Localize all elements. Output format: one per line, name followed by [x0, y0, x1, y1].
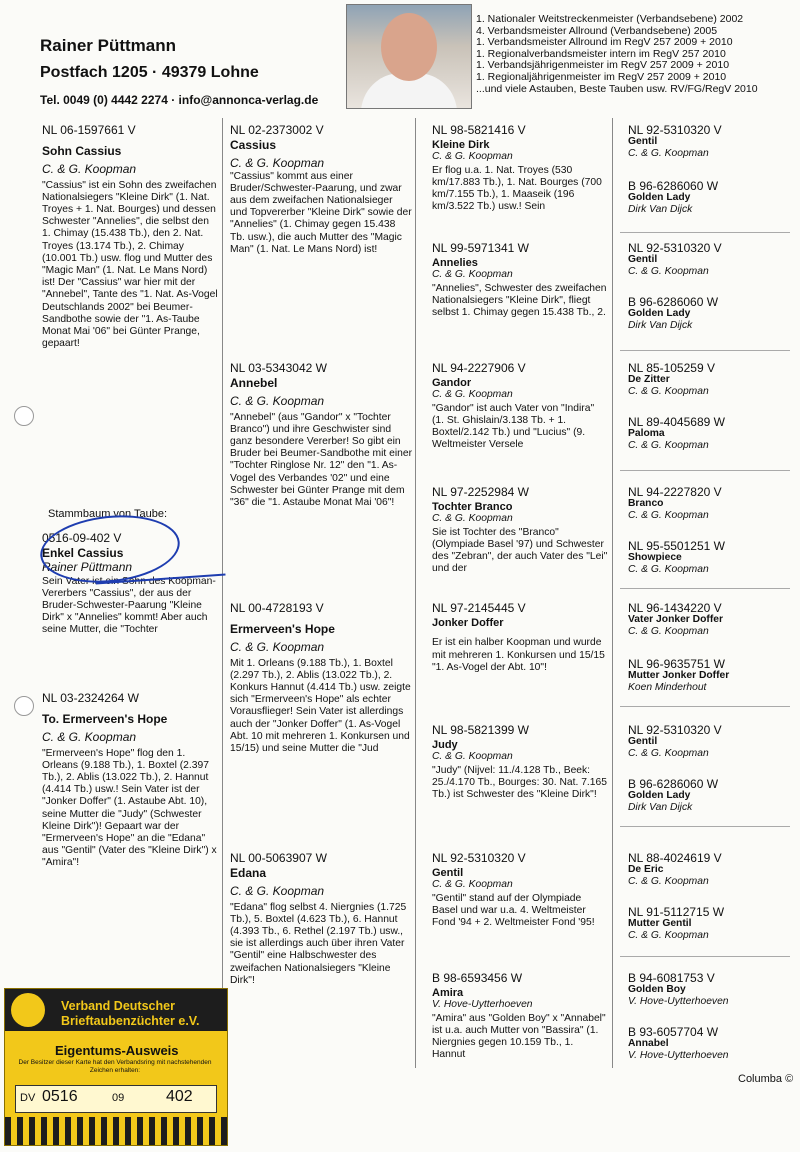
pigeon-name: Golden Lady: [628, 192, 691, 203]
pigeon-name: Amira: [432, 987, 464, 1000]
pedigree-box-ggp-3: [432, 362, 608, 460]
breeder: C. & G. Koopman: [42, 730, 137, 745]
ring-number: B 94-6081753 V: [628, 972, 715, 985]
pigeon-name: Branco: [628, 498, 664, 509]
ring-number: NL 97-2145445 V: [432, 602, 526, 615]
pedigree-label: Stammbaum von Taube:: [48, 508, 168, 520]
row-separator: [620, 350, 790, 351]
breeder: C. & G. Koopman: [230, 394, 325, 409]
pigeon-name: Jonker Doffer: [432, 617, 504, 630]
pigeon-name: Ermerveen's Hope: [230, 622, 335, 637]
description: Er ist ein halber Koopman und wurde mit mehreren 1. Konkursen und 15/15 "1. As-Vogel der Abt. 10"!: [432, 637, 605, 673]
ring-number: NL 92-5310320 V: [628, 724, 722, 737]
achievement-item: 1. Regionaljährigenmeister im RegV 257 2009 + 2010: [476, 70, 727, 83]
breeder-photo: [346, 4, 472, 109]
breeder: C. & G. Koopman: [628, 510, 709, 521]
description: "Cassius" kommt aus einer Bruder/Schwester-Paarung, und zwar aus dem zweifachen Nationalsieger und Topvererber "Kleine Dirk" sowie der "Annelies" (1. Chimay gegen 15.438 Tb. usw.), die auch Mutter des "Magic Man" (1. Nat. Le Mans Nord) ist!: [230, 170, 412, 255]
ring-number: NL 85-105259 V: [628, 362, 715, 375]
pedigree-box-gggp: [628, 1026, 794, 1072]
ring-number: NL 03-5343042 W: [230, 362, 327, 375]
breeder: V. Hove-Uytterhoeven: [432, 999, 533, 1011]
ring-number: B 96-6286060 W: [628, 778, 719, 791]
pigeon-name: Gentil: [432, 867, 464, 880]
pigeon-name: Vater Jonker Doffer: [628, 614, 723, 625]
pedigree-box-gggp: [628, 242, 794, 288]
achievement-item: 1. Regionalverbandsmeister intern im RegV 257 2010: [476, 47, 726, 60]
ring-number: NL 88-4024619 V: [628, 852, 722, 865]
pedigree-box-gggp: [628, 972, 794, 1018]
pedigree-box-gggp: [628, 778, 794, 824]
pigeon-name: De Zitter: [628, 374, 670, 385]
pigeon-name: Paloma: [628, 428, 665, 439]
pigeon-name: Gentil: [628, 736, 658, 747]
pedigree-box-gggp: [628, 724, 794, 770]
breeder-contact: Tel. 0049 (0) 4442 2274 · info@annonca-verlag.de: [40, 93, 319, 107]
org-line: Verband Deutscher: [61, 999, 175, 1013]
pigeon-name: Sohn Cassius: [42, 144, 122, 159]
ring-number: B 96-6286060 W: [628, 296, 719, 309]
pigeon-name: Gentil: [628, 136, 658, 147]
ring-number: B 96-6286060 W: [628, 180, 719, 193]
achievement-item: 1. Verbandsjährigenmeister im RegV 257 2009 + 2010: [476, 59, 730, 72]
pedigree-box-ggp-4: [432, 486, 608, 582]
breeder: Dirk Van Dijck: [628, 802, 693, 813]
pedigree-box-gggp: [628, 296, 794, 342]
breeder: C. & G. Koopman: [628, 440, 709, 451]
breeder-address: Postfach 1205 · 49379 Lohne: [40, 64, 259, 81]
card-pattern: [5, 1117, 227, 1145]
dove-logo-icon: [11, 993, 45, 1027]
breeder: C. & G. Koopman: [628, 626, 709, 637]
row-separator: [620, 588, 790, 589]
description: "Ermerveen's Hope" flog den 1. Orleans (9.188 Tb.), 1. Boxtel (2.397 Tb.), 2. Ablis (13.022 Tb.), 2. Hannut (4.414 Tb.) usw.! Sein Vater ist der "Jonker Doffer" (1. Astaube Abt. 10), seine Mutter die "Judy" (Schwester Kleine Dirk")! Gepaart war der "Ermerveen's Hope" an die "Edana" aus "Gentil" (Vater des "Kleine Dirk") x "Amira"!: [42, 747, 217, 869]
achievement-item: 1. Verbandsmeister Allround im RegV 257 2009 + 2010: [476, 36, 733, 49]
description: "Annelies", Schwester des zweifachen Nationalsiegers "Kleine Dirk", fliegt selbst 1. Chimay gegen 15.438 Tb., 2.: [432, 282, 607, 319]
achievement-item: ...und viele Astauben, Beste Tauben usw. RV/FG/RegV 2010: [476, 82, 758, 95]
pedigree-box-gggp: [628, 362, 794, 408]
pigeon-name: Judy: [432, 739, 458, 752]
row-separator: [620, 706, 790, 707]
org-line: Brieftaubenzüchter e.V.: [61, 1014, 200, 1028]
ownership-card: [4, 988, 228, 1146]
breeder: C. & G. Koopman: [628, 876, 709, 887]
pigeon-name: To. Ermerveen's Hope: [42, 712, 168, 727]
pigeon-name: Tochter Branco: [432, 501, 513, 514]
ring-number: NL 94-2227906 V: [432, 362, 526, 375]
ring-number: NL 00-5063907 W: [230, 852, 327, 865]
ring-number: NL 92-5310320 V: [628, 242, 722, 255]
description: Sein Vater ist ein Sohn des Koopman-Vererbers "Cassius", der aus der Bruder-Schwester-Paarung "Kleine Dirk" x "Annelies" kommt! Aber auch seine Mutter, die "Tochter: [42, 575, 216, 636]
pedigree-box-ggp-8: [432, 972, 608, 1064]
description: "Gandor" ist auch Vater von "Indira" (1. St. Ghislain/3.138 Tb. + 1. Boxtel/2.142 Tb.) und "Lucius" (9. Weltmeister Versele: [432, 402, 595, 451]
pedigree-box-gggp: [628, 180, 794, 226]
description: "Edana" flog selbst 4. Niergnies (1.725 Tb.), 5. Boxtel (4.623 Tb.), 6. Hannut (4.393 Tb., 6. Rethel (2.197 Tb.) usw., sie ist allerdings auch über ihren Vater "Gentil" eine Halbschwester des zweifachen Nationalsiegers "Kleine Dirk"!: [230, 901, 407, 986]
breeder: C. & G. Koopman: [432, 389, 513, 401]
ring-number: NL 96-9635751 W: [628, 658, 725, 671]
breeder: C. & G. Koopman: [432, 751, 513, 763]
punch-hole: [14, 406, 34, 426]
breeder: C. & G. Koopman: [628, 148, 709, 159]
pigeon-name: Golden Lady: [628, 308, 691, 319]
breeder: C. & G. Koopman: [628, 386, 709, 397]
row-separator: [620, 956, 790, 957]
ring-number: NL 94-2227820 V: [628, 486, 722, 499]
pigeon-name: Enkel Cassius: [42, 546, 124, 561]
pigeon-name: Mutter Gentil: [628, 918, 692, 929]
pigeon-name: Golden Boy: [628, 984, 686, 995]
breeder: V. Hove-Uytterhoeven: [628, 996, 729, 1007]
breeder: C. & G. Koopman: [628, 266, 709, 277]
card-title: Eigentums-Ausweis: [55, 1043, 179, 1058]
dv-number: 0516: [42, 1088, 78, 1105]
pedigree-box-gggp: [628, 416, 794, 462]
ring-number: NL 96-1434220 V: [628, 602, 722, 615]
ring-number: NL 95-5501251 W: [628, 540, 725, 553]
achievements-list: [476, 14, 796, 95]
ring-number: NL 02-2373002 V: [230, 124, 324, 137]
breeder: C. & G. Koopman: [628, 930, 709, 941]
ring-number: NL 89-4045689 W: [628, 416, 725, 429]
footer-credit: Columba ©: [738, 1073, 794, 1085]
breeder-name: Rainer Püttmann: [40, 36, 177, 55]
pedigree-box-ggp-6: [432, 724, 608, 820]
description: "Annebel" (aus "Gandor" x "Tochter Branco") und ihre Geschwister sind ganz besondere Vererber! So gibt ein Bruder bei Beumer-Sandbothe mit einer "Tochter Ringlose Nr. 12" den "1. As-Vogel des Verbandes '02" und eine Schwester bei Günter Prange mit dem "36" die "1. Astaube Monat Mai '06"!: [230, 411, 413, 509]
year-label: 09: [112, 1092, 125, 1104]
description: Er flog u.a. 1. Nat. Troyes (530 km/17.883 Tb.), 1. Nat. Bourges (700 km/7.155 Tb.), 1. Maaseik (196 km/3.522 Tb.) usw.! Sein: [432, 164, 602, 213]
description: "Gentil" stand auf der Olympiade Basel und war u.a. 4. Weltmeister Fond '94 + 2. Weltmeister Fond '95!: [432, 892, 595, 929]
breeder: C. & G. Koopman: [628, 564, 709, 575]
ring-number: NL 92-5310320 V: [432, 852, 526, 865]
column-divider: [415, 118, 416, 1068]
card-ring-number: [15, 1085, 217, 1113]
breeder: C. & G. Koopman: [230, 640, 325, 655]
ring-number: NL 03-2324264 W: [42, 692, 139, 705]
breeder: C. & G. Koopman: [432, 879, 513, 891]
pigeon-number: 402: [166, 1088, 193, 1105]
row-separator: [620, 470, 790, 471]
description: "Amira" aus "Golden Boy" x "Annabel" ist u.a. auch Mutter von "Bassira" (1. Niergnies gegen 10.159 Tb., 1. Hannut: [432, 1012, 606, 1061]
breeder: Koen Minderhout: [628, 682, 707, 693]
pedigree-box-ggp-5: [432, 602, 608, 688]
achievement-item: 4. Verbandsmeister Allround (Verbandsebene) 2005: [476, 24, 718, 37]
pigeon-name: Annelies: [432, 257, 478, 270]
breeder: C. & G. Koopman: [432, 513, 513, 525]
achievement-item: 1. Nationaler Weitstreckenmeister (Verbandsebene) 2002: [476, 13, 744, 25]
pigeon-name: Gandor: [432, 377, 472, 390]
punch-hole: [14, 696, 34, 716]
ring-number: NL 92-5310320 V: [628, 124, 722, 137]
pigeon-name: Annebel: [230, 376, 278, 391]
card-organization: [61, 999, 199, 1029]
dv-label: DV: [20, 1092, 36, 1104]
pigeon-name: Kleine Dirk: [432, 139, 490, 152]
pigeon-name: Annabel: [628, 1038, 669, 1049]
pedigree-box-grandsire-1: [230, 124, 412, 324]
breeder: C. & G. Koopman: [230, 156, 325, 171]
breeder: C. & G. Koopman: [628, 748, 709, 759]
description: Mit 1. Orleans (9.188 Tb.), 1. Boxtel (2.297 Tb.), 2. Ablis (13.022 Tb.), 2. Konkurs Hannut (4.414 Tb.) usw. zeigte sich "Ermerveen's Hope" als echter Vorausflieger! Sein Vater ist allerdings auch der "Jonker Doffer" (1. As-Vogel Abt. 10 mit mehreren 1. Konkursen und 15/15) und seine Mutter die "Jud: [230, 657, 411, 755]
pigeon-name: Mutter Jonker Doffer: [628, 670, 730, 681]
ring-number: NL 91-5112715 W: [628, 906, 725, 919]
pigeon-name: Golden Lady: [628, 790, 691, 801]
ring-number: NL 97-2252984 W: [432, 486, 529, 499]
row-separator: [620, 232, 790, 233]
ring-number: NL 06-1597661 V: [42, 124, 136, 137]
breeder: C. & G. Koopman: [432, 269, 513, 281]
pedigree-box-gggp: [628, 852, 794, 898]
pedigree-box-gggp: [628, 124, 794, 170]
description: "Cassius" ist ein Sohn des zweifachen Nationalsiegers "Kleine Dirk" (1. Nat. Troyes + 1. Nat. Bourges) und dessen Schwester "Annelies", die selbst den 1. Chimay (15.438 Tb.), den 2. Nat. Troyes (13.174 Tb.), 2. Chimay (10.001 Tb.) usw. flog und Mutter des "Magic Man" (1. Nat. Le Mans Nord) ist! Der "Cassius" war hier mit der "Annebel", Tante des "1. Nat. As-Vogel Deutschlands 2002" bei Beumer-Sandbothe sowie der "1. As-Taube Monat Mai '06" bei Günter Prange, gepaart!: [42, 179, 218, 350]
pedigree-box-ggp-2: [432, 242, 608, 342]
pedigree-box-granddam-1: [230, 362, 414, 562]
description: Sie ist Tochter des "Branco" (Olympiade Basel '97) und Schwester des "Zebran", der auch Vater des "Lei" und der: [432, 526, 608, 575]
pedigree-box-gggp: [628, 658, 794, 704]
pigeon-name: Edana: [230, 866, 267, 881]
pedigree-box-gggp: [628, 906, 794, 952]
pedigree-box-gggp: [628, 486, 794, 532]
pedigree-box-gggp: [628, 602, 794, 648]
description: "Judy" (Nijvel: 11./4.128 Tb., Beek: 25./4.170 Tb., Bourges: 30. Nat. 7.165 Tb.) ist Schwester des "Kleine Dirk"!: [432, 764, 607, 801]
breeder: V. Hove-Uytterhoeven: [628, 1050, 729, 1061]
column-divider: [612, 118, 613, 1068]
ring-number: NL 99-5971341 W: [432, 242, 529, 255]
pedigree-box-ggp-7: [432, 852, 608, 952]
pedigree-box-father: [42, 124, 220, 414]
pigeon-name: Gentil: [628, 254, 658, 265]
pigeon-name: Cassius: [230, 138, 277, 153]
card-fine-print: Der Besitzer dieser Karte hat den Verbandsring mit nachstehenden Zeichen erhalten:: [18, 1059, 212, 1074]
pedigree-box-mother: [42, 692, 220, 912]
pedigree-box-grandsire-2: [230, 602, 414, 838]
pedigree-box-gggp: [628, 540, 794, 586]
pedigree-box-granddam-2: [230, 852, 414, 1032]
breeder: Dirk Van Dijck: [628, 320, 693, 331]
ring-number: NL 00-4728193 V: [230, 602, 324, 615]
pigeon-name: De Eric: [628, 864, 664, 875]
pedigree-box-ggp-1: [432, 124, 608, 228]
breeder: C. & G. Koopman: [230, 884, 325, 899]
breeder: C. & G. Koopman: [42, 162, 137, 177]
ring-number: NL 98-5821399 W: [432, 724, 529, 737]
owner: Rainer Püttmann: [42, 560, 133, 575]
ring-number: B 98-6593456 W: [432, 972, 523, 985]
breeder: Dirk Van Dijck: [628, 204, 693, 215]
ring-number: 0516-09-402 V: [42, 532, 122, 545]
row-separator: [620, 826, 790, 827]
breeder: C. & G. Koopman: [432, 151, 513, 163]
ring-number: NL 98-5821416 V: [432, 124, 526, 137]
pigeon-name: Showpiece: [628, 552, 682, 563]
ring-number: B 93-6057704 W: [628, 1026, 719, 1039]
